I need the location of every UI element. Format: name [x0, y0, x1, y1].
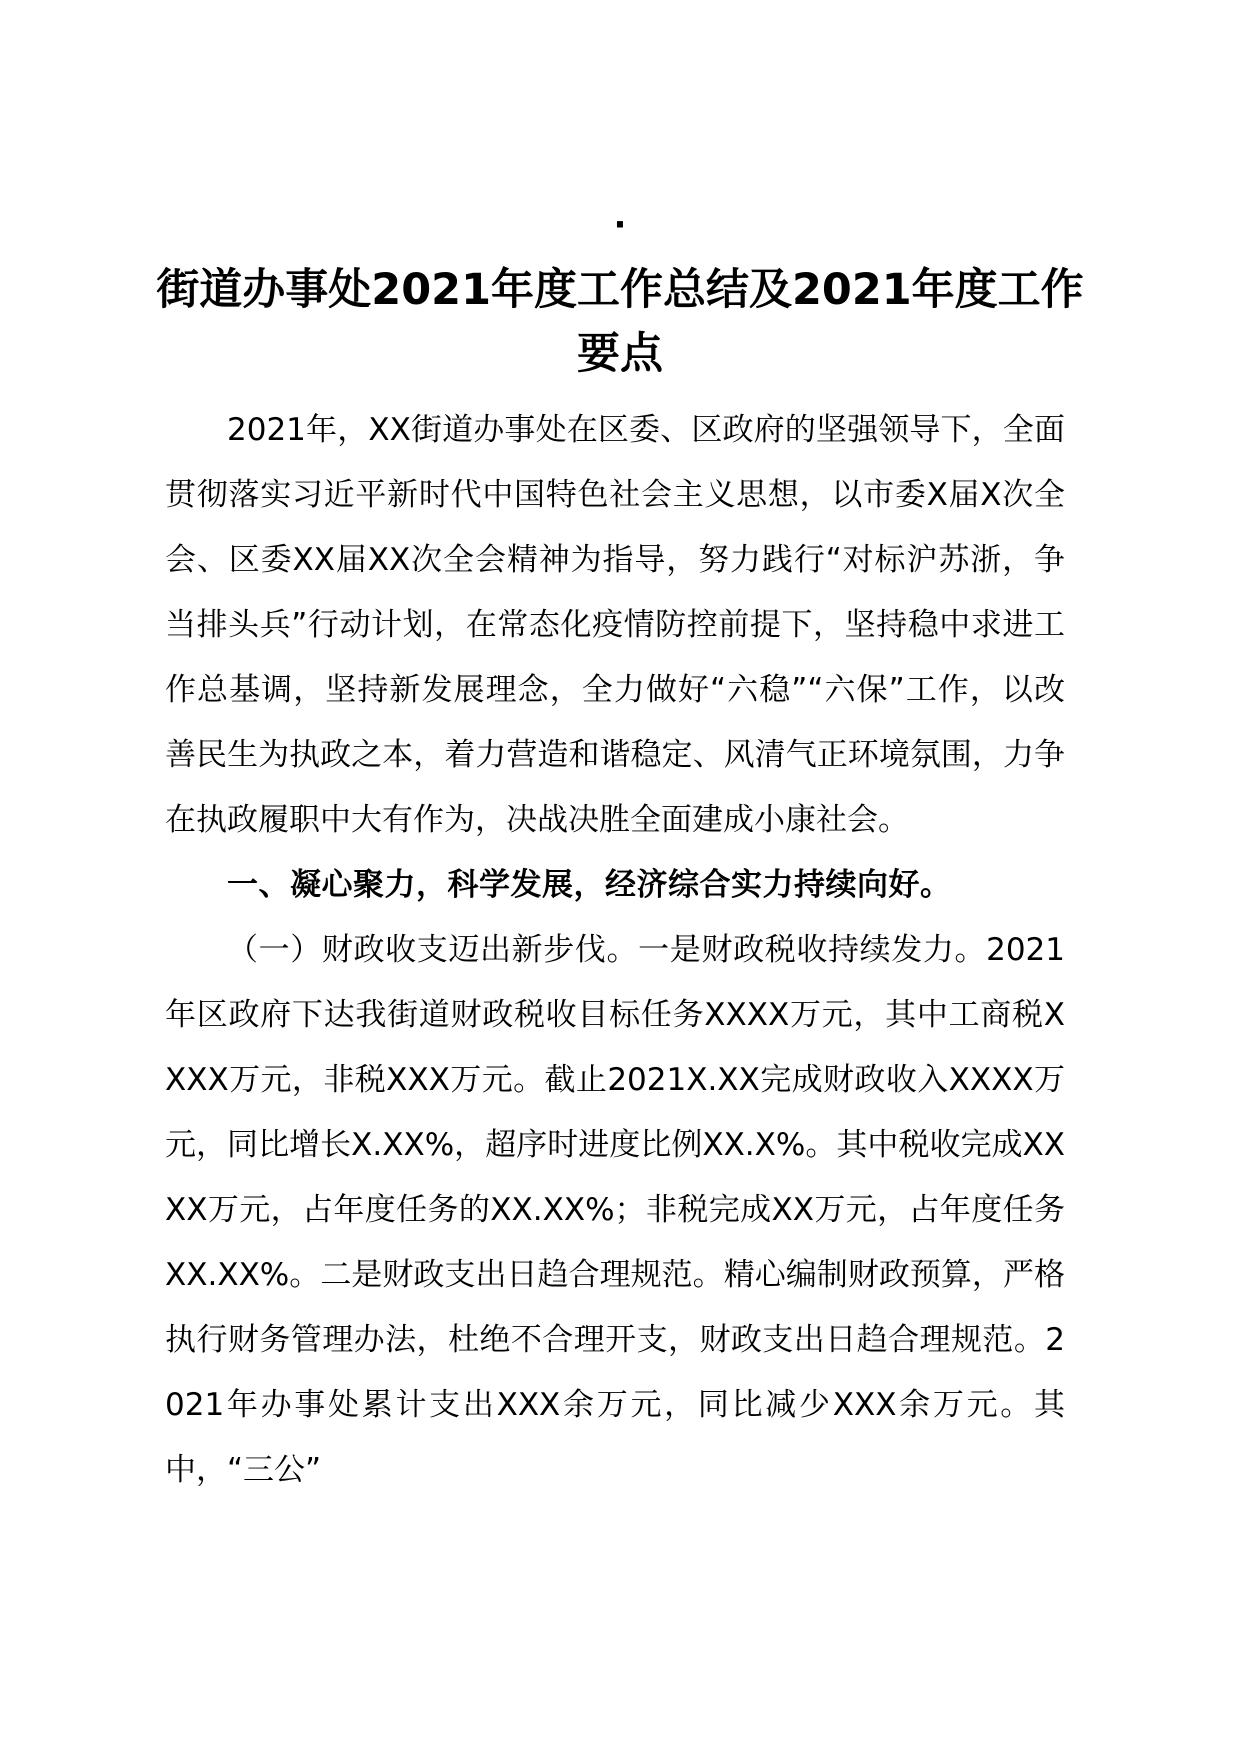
intro-paragraph: 2021年，XX街道办事处在区委、区政府的坚强领导下，全面贯彻落实习近平新时代中国特色社会主义思想，以市委X届X次全会、区委XX届XX次全会精神为指导，努力践行“对标沪苏浙，争当排头兵”行动计划，在常态化疫情防控前提下，坚持稳中求进工作总基调，坚持新发展理念，全力做好“六稳”“六保”工作，以改善民生为执政之本，着力营造和谐稳定、风清气正环境氛围，力争在执政履职中大有作为，决战决胜全面建成小康社会。: [165, 412, 1065, 838]
document-body: [165, 398, 1065, 1503]
finance-paragraph: （一）财政收支迈出新步伐。一是财政税收持续发力。2021年区政府下达我街道财政税收目标任务XXXX万元，其中工商税XXXX万元，非税XXX万元。截止2021X.XX完成财政收入XXXX万元，同比增长X.XX%，超序时进度比例XX.X%。其中税收完成XXXX万元，占年度任务的XX.XX%；非税完成XX万元，占年度任务XX.XX%。二是财政支出日趋合理规范。精心编制财政预算，严格执行财务管理办法，杜绝不合理开支，财政支出日趋合理规范。2021年办事处累计支出XXX余万元，同比减少XXX余万元。其中，“三公”: [165, 932, 1065, 1488]
section-heading-1: 一、凝心聚力，科学发展，经济综合实力持续向好。: [227, 867, 952, 903]
document-title: 街道办事处2021年度工作总结及2021年度工作要点: [156, 265, 1084, 379]
top-dot-mark: ·: [613, 205, 627, 245]
